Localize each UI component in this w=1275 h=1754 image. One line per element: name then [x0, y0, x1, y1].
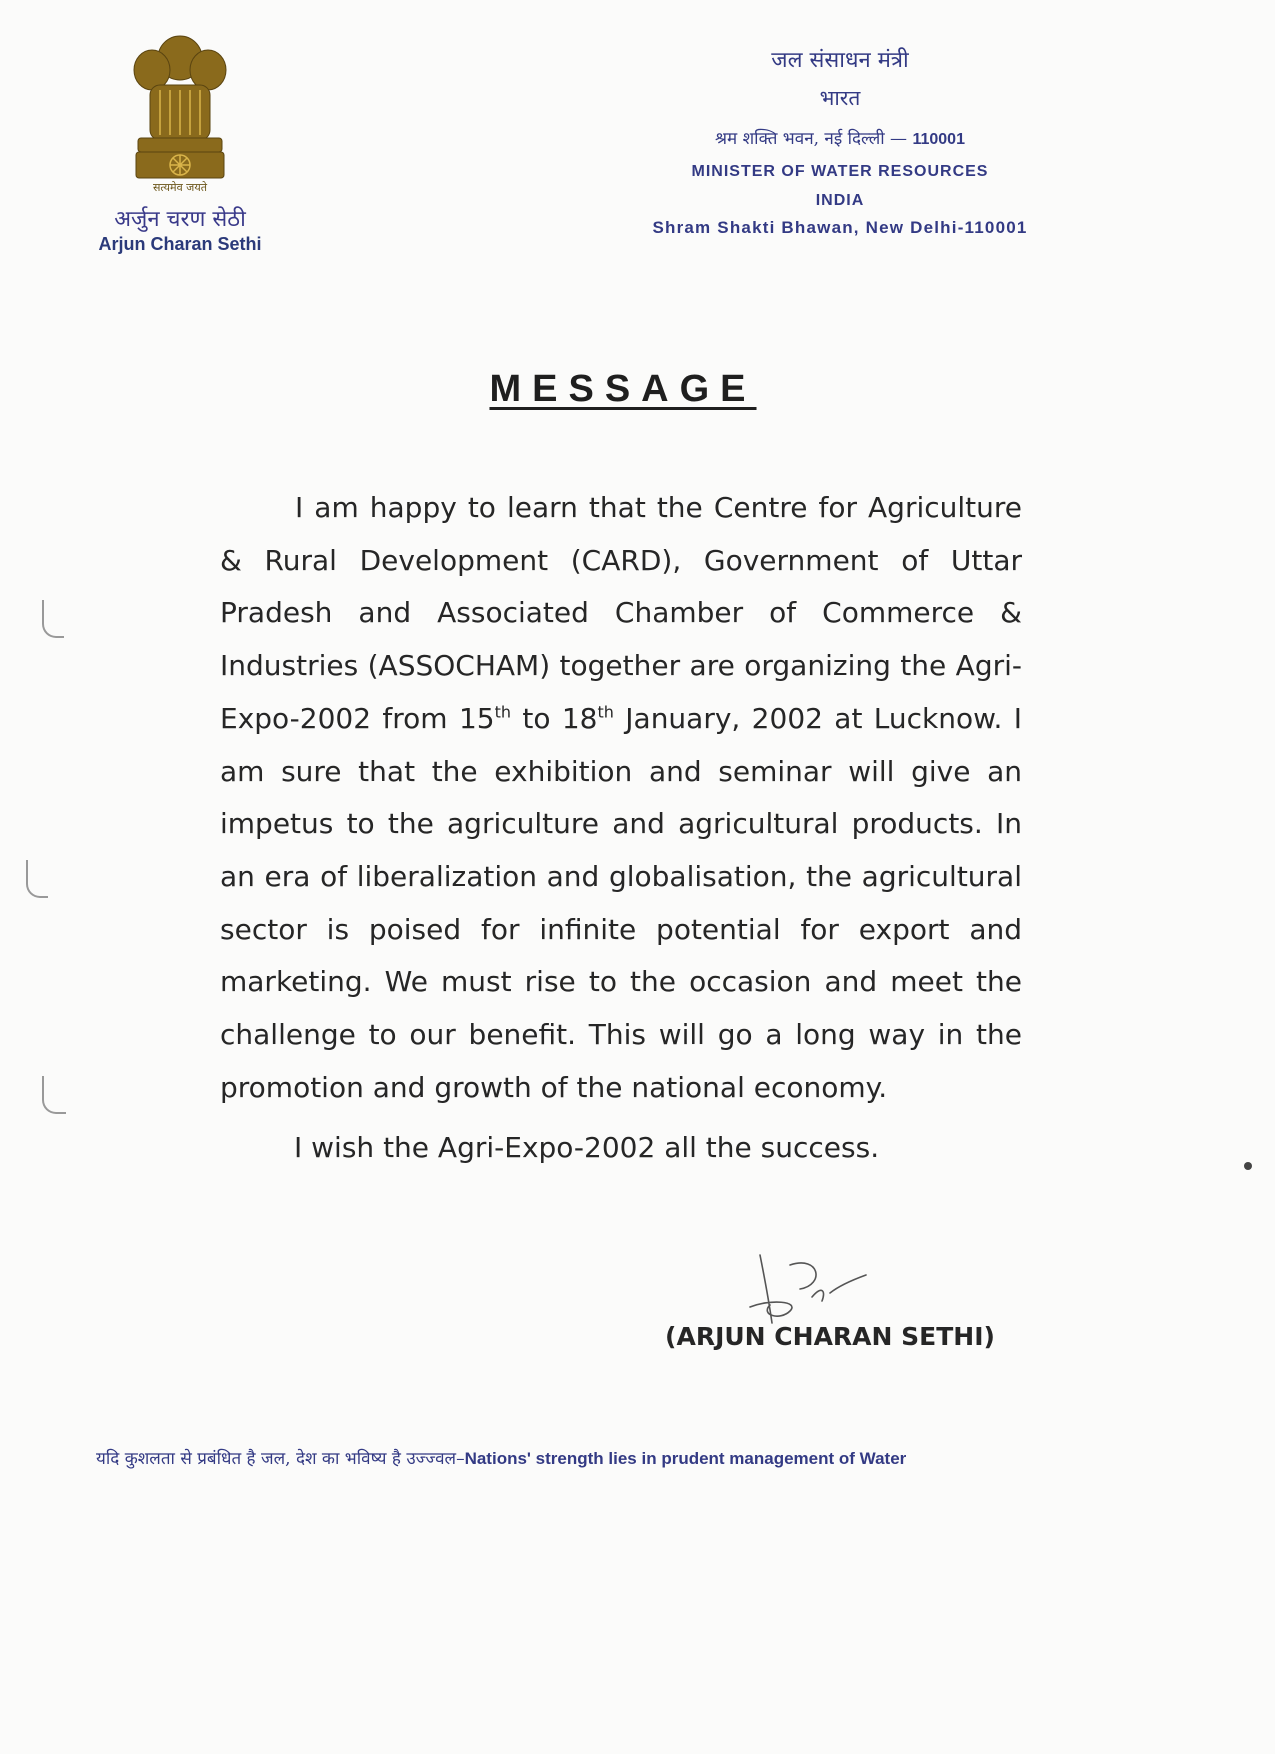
message-body	[220, 482, 1022, 1114]
body-text-part-3: January, 2002 at Lucknow. I am sure that the exhibition and seminar will give an impetus to the agriculture and agricultural products. In an era of liberalization and globalisation, the agricultural sector is poised for infinite potential for export and marketing. We must rise to the occasion and meet the challenge to our benefit. This will go a long way in the promotion and growth of the national economy.	[220, 701, 1023, 1104]
country-hindi: भारत	[819, 86, 861, 110]
closing-line: I wish the Agri-Expo-2002 all the success.	[294, 1131, 880, 1164]
body-text-part-2: to 18	[511, 701, 598, 735]
scan-dot	[1244, 1162, 1252, 1170]
sender-name-english: Arjun Charan Sethi	[98, 234, 262, 254]
address-hindi-text: श्रम शक्ति भवन, नई दिल्ली —	[715, 129, 908, 149]
scan-mark	[26, 860, 48, 898]
ordinal-suffix-2: th	[597, 702, 614, 722]
sender-name-hindi: अर्जुन चरण सेठी	[114, 207, 246, 232]
ordinal-suffix-1: th	[494, 702, 511, 722]
address-english: Shram Shakti Bhawan, New Delhi-110001	[652, 218, 1028, 237]
state-emblem-icon	[128, 30, 232, 180]
footer-english: Nations' strength lies in prudent management of Water	[464, 1449, 907, 1468]
footer-slogan	[96, 1446, 1096, 1469]
pin-code: 110001	[912, 131, 965, 148]
signatory-name: (ARJUN CHARAN SETHI)	[665, 1322, 995, 1351]
body-text-part-1: I am happy to learn that the Centre for Agriculture & Rural Development (CARD), Government of Uttar Pradesh and Associated Chamber of Commerce & Industries (ASSOCHAM) together are organizing the Agri-Expo-2002 from 15	[220, 491, 1022, 735]
scan-mark	[42, 1076, 66, 1114]
country-english: INDIA	[815, 192, 865, 209]
footer-hindi: यदि कुशलता से प्रबंधित है जल, देश का भविष्य है उज्ज्वल–	[96, 1449, 465, 1469]
scan-mark	[42, 600, 64, 638]
title-english: MINISTER OF WATER RESOURCES	[691, 163, 989, 180]
page-title	[420, 368, 826, 411]
address-hindi	[600, 126, 1080, 149]
heading-text: MESSAGE	[489, 368, 757, 410]
title-hindi: जल संसाधन मंत्री	[771, 48, 909, 73]
emblem-motto: सत्यमेव जयते	[152, 181, 207, 194]
